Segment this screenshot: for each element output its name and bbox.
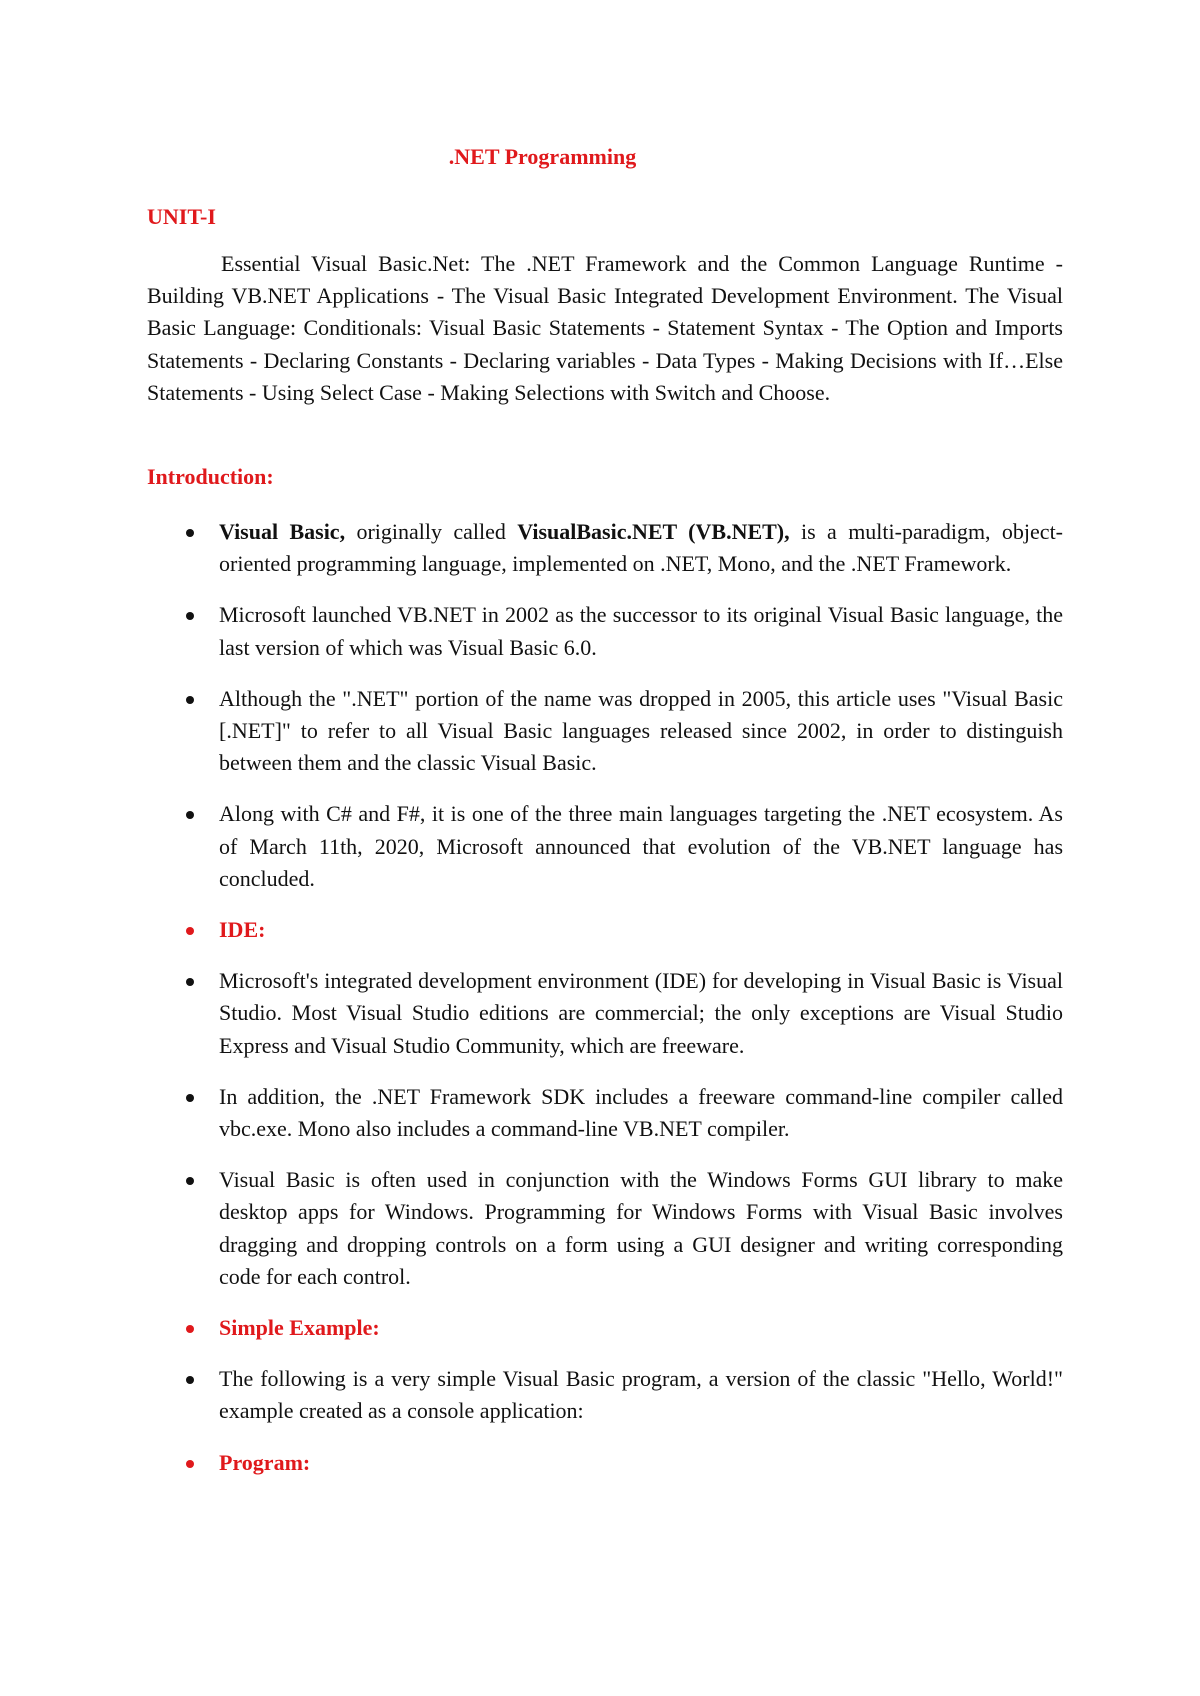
bullet-icon	[186, 696, 194, 704]
bold-term: Visual Basic,	[219, 519, 346, 544]
page-title: .NET Programming	[448, 144, 637, 169]
list-item	[147, 516, 1063, 580]
bullet-icon	[186, 811, 194, 819]
bullet-icon	[186, 1094, 194, 1102]
list-item	[147, 1081, 1063, 1145]
list-item	[147, 599, 1063, 663]
item-text: Although the ".NET" portion of the name was dropped in 2005, this article uses "Visual Basic [.NET]" to refer to all Visual Basic languages released since 2002, in order to distinguish between them and the classic Visual Basic.	[219, 685, 1063, 776]
bullet-list	[147, 516, 1063, 1498]
item-text: Visual Basic is often used in conjunction with the Windows Forms GUI library to make desktop apps for Windows. Programming for Windows Forms with Visual Basic involves dragging and dropping controls on a form using a GUI designer and writing corresponding code for each control.	[219, 1167, 1063, 1289]
bullet-icon	[186, 1376, 194, 1384]
bullet-icon	[186, 1177, 194, 1185]
list-item	[147, 1164, 1063, 1293]
ide-heading: IDE:	[219, 917, 266, 943]
bullet-icon	[186, 612, 194, 620]
intro-text: Essential Visual Basic.Net: The .NET Framework and the Common Language Runtime - Building VB.NET Applications - The Visual Basic Integrated Development Environment. The Visual Basic Language: Conditionals: Visual Basic Statements - Statement Syntax - The Option and Imports Statements - Declaring Constants - Declaring variables - Data Types - Making Decisions with If…Else Statements - Using Select Case - Making Selections with Switch and Choose.	[147, 251, 1063, 405]
simple-example-heading: Simple Example:	[219, 1315, 380, 1341]
item-text: Microsoft launched VB.NET in 2002 as the successor to its original Visual Basic language, the last version of which was Visual Basic 6.0.	[219, 602, 1063, 660]
list-item	[147, 914, 1063, 946]
list-item	[147, 1447, 1063, 1479]
item-text: is a multi-paradigm, object-oriented programming language, implemented on .NET, Mono, and the .NET Framework.	[219, 519, 1064, 577]
list-item	[147, 683, 1063, 780]
item-text: originally called	[356, 519, 506, 544]
bullet-icon	[186, 529, 194, 537]
bullet-icon	[186, 927, 194, 935]
item-text: In addition, the .NET Framework SDK includes a freeware command-line compiler called vbc.exe. Mono also includes a command-line VB.NET compiler.	[219, 1083, 1063, 1142]
intro-paragraph	[147, 248, 1063, 409]
unit-heading: UNIT-I	[147, 204, 216, 229]
item-text: Microsoft's integrated development environment (IDE) for developing in Visual Basic is Visual Studio. Most Visual Studio editions are commercial; the only exceptions are Visual Studio Express and Visual Studio Community, which are freeware.	[219, 968, 1063, 1058]
bullet-icon	[186, 1325, 194, 1333]
bullet-icon	[186, 978, 194, 986]
list-item	[147, 1312, 1063, 1344]
item-text: Along with C# and F#, it is one of the three main languages targeting the .NET ecosystem. As of March 11th, 2020, Microsoft announced that evolution of the VB.NET language has concluded.	[219, 801, 1063, 891]
list-item	[147, 1363, 1063, 1427]
introduction-heading: Introduction:	[147, 464, 274, 489]
list-item	[147, 798, 1063, 895]
program-heading: Program:	[219, 1449, 311, 1475]
bold-term: VisualBasic.NET (VB.NET),	[517, 519, 790, 544]
bullet-icon	[186, 1460, 194, 1468]
item-text: The following is a very simple Visual Basic program, a version of the classic "Hello, World!" example created as a console application:	[219, 1366, 1063, 1424]
list-item	[147, 965, 1063, 1062]
